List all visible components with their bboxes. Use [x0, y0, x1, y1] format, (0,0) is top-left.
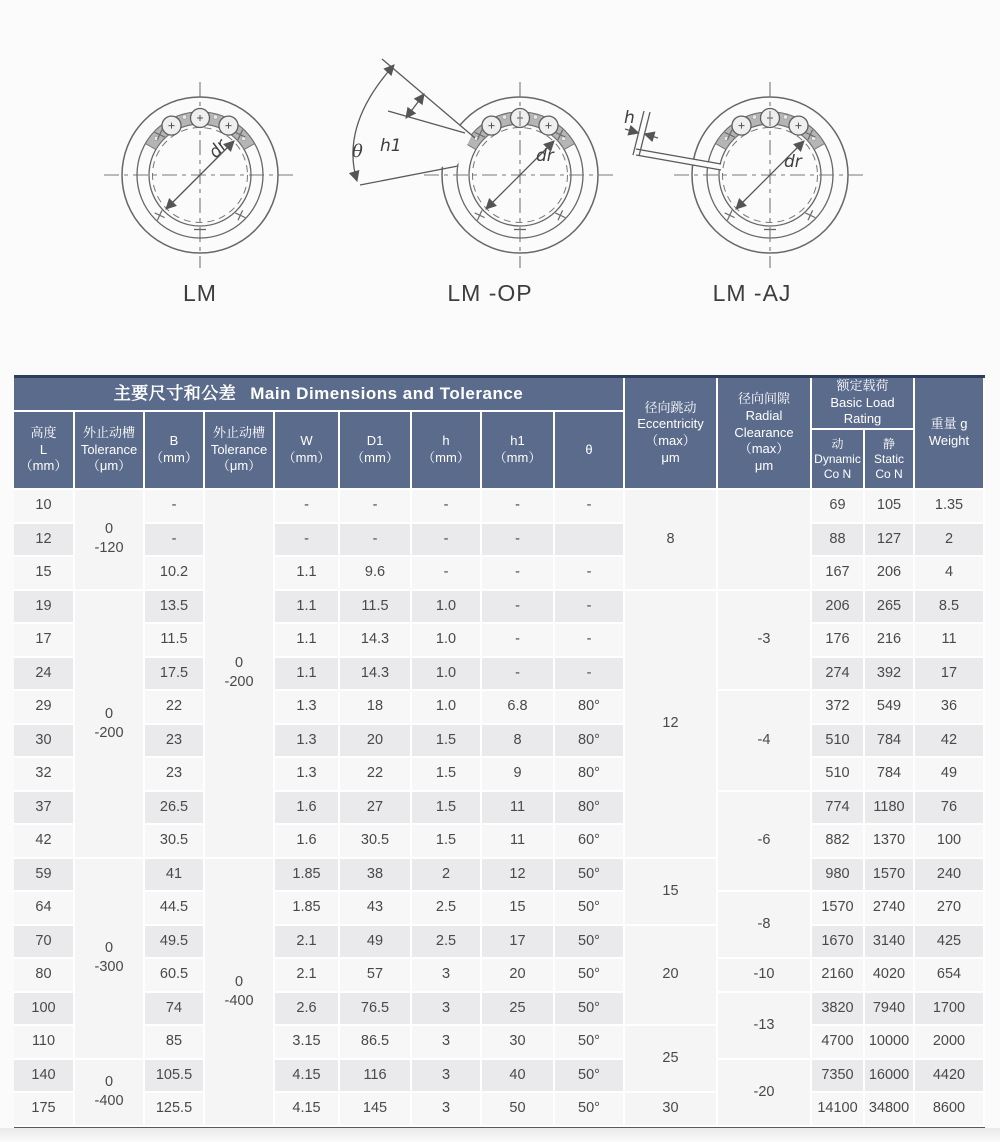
cell-B-row9: 23: [145, 758, 205, 792]
cell-dyn-row15: 2160: [812, 959, 865, 993]
cell-dyn-row6: 274: [812, 658, 865, 692]
cell-D1-row9: 22: [340, 758, 412, 792]
col-header-tolL: 外止动槽 Tolerance （μm）: [75, 412, 145, 490]
cell-dyn-row1: 69: [812, 490, 865, 524]
diagram-label-lm-aj: LM -AJ: [712, 280, 792, 306]
cell-stat-row15: 4020: [865, 959, 915, 993]
bearing-diagram-lm-aj-svg: [620, 45, 920, 305]
cell-stat-row4: 265: [865, 591, 915, 625]
merge-ecc-5: 30: [625, 1093, 718, 1127]
cell-stat-row8: 784: [865, 725, 915, 759]
cell-h-row5: 1.0: [412, 624, 482, 658]
cell-theta-row16: 50°: [555, 993, 625, 1027]
cell-D1-row16: 76.5: [340, 993, 412, 1027]
diagram-lm-aj: [620, 45, 920, 310]
cell-L-row5: 17: [14, 624, 75, 658]
cell-h1-row7: 6.8: [482, 691, 555, 725]
cell-h-row1: -: [412, 490, 482, 524]
cell-theta-row7: 80°: [555, 691, 625, 725]
cell-B-row7: 22: [145, 691, 205, 725]
merge-tolL-0: 0 -120: [75, 490, 145, 591]
diagram-label-lm: LM: [183, 280, 217, 306]
cell-D1-row15: 57: [340, 959, 412, 993]
cell-h1-row4: -: [482, 591, 555, 625]
table-title: 主要尺寸和公差 Main Dimensions and Tolerance: [14, 378, 625, 412]
cell-W-row9: 1.3: [275, 758, 340, 792]
spec-table: [14, 375, 985, 1129]
cell-dyn-row2: 88: [812, 524, 865, 558]
cell-D1-row18: 116: [340, 1060, 412, 1094]
cell-L-row4: 19: [14, 591, 75, 625]
cell-L-row13: 64: [14, 892, 75, 926]
cell-W-row5: 1.1: [275, 624, 340, 658]
col-header-weight: 重量 g Weight: [915, 378, 985, 490]
cell-theta-row9: 80°: [555, 758, 625, 792]
cell-h1-row15: 20: [482, 959, 555, 993]
cell-W-row19: 4.15: [275, 1093, 340, 1127]
cell-B-row13: 44.5: [145, 892, 205, 926]
cell-B-row17: 85: [145, 1026, 205, 1060]
cell-h-row12: 2: [412, 859, 482, 893]
cell-stat-row6: 392: [865, 658, 915, 692]
col-header-dynamic: 动 Dynamic Co N: [812, 430, 865, 490]
cell-wt-row9: 49: [915, 758, 985, 792]
cell-B-row1: -: [145, 490, 205, 524]
cell-theta-row11: 60°: [555, 825, 625, 859]
cell-h-row19: 3: [412, 1093, 482, 1127]
cell-theta-row19: 50°: [555, 1093, 625, 1127]
merge-radcl-6: -13: [718, 993, 812, 1060]
cell-stat-row2: 127: [865, 524, 915, 558]
merge-radcl-4: -8: [718, 892, 812, 959]
dr-label-lm-aj: dr: [784, 152, 802, 172]
cell-wt-row12: 240: [915, 859, 985, 893]
cell-wt-row6: 17: [915, 658, 985, 692]
col-header-B: B （mm）: [145, 412, 205, 490]
cell-L-row16: 100: [14, 993, 75, 1027]
cell-L-row9: 32: [14, 758, 75, 792]
merge-radcl-1: -3: [718, 591, 812, 692]
dr-label-lm-op: dr: [536, 146, 554, 166]
cell-stat-row10: 1180: [865, 792, 915, 826]
col-header-theta: θ: [555, 412, 625, 490]
bearing-diagram-lm-svg: [40, 50, 360, 300]
dr-label-lm: dr: [204, 135, 232, 163]
cell-wt-row2: 2: [915, 524, 985, 558]
cell-B-row8: 23: [145, 725, 205, 759]
cell-wt-row19: 8600: [915, 1093, 985, 1127]
cell-dyn-row4: 206: [812, 591, 865, 625]
cell-W-row16: 2.6: [275, 993, 340, 1027]
cell-h-row9: 1.5: [412, 758, 482, 792]
cell-D1-row1: -: [340, 490, 412, 524]
cell-dyn-row14: 1670: [812, 926, 865, 960]
cell-dyn-row13: 1570: [812, 892, 865, 926]
cell-stat-row19: 34800: [865, 1093, 915, 1127]
cell-L-row6: 24: [14, 658, 75, 692]
cell-h1-row17: 30: [482, 1026, 555, 1060]
cell-wt-row13: 270: [915, 892, 985, 926]
cell-dyn-row8: 510: [812, 725, 865, 759]
cell-dyn-row16: 3820: [812, 993, 865, 1027]
cell-h1-row12: 12: [482, 859, 555, 893]
cell-D1-row10: 27: [340, 792, 412, 826]
cell-theta-row8: 80°: [555, 725, 625, 759]
bottom-strip: [0, 1128, 1000, 1142]
cell-h1-row3: -: [482, 557, 555, 591]
cell-wt-row3: 4: [915, 557, 985, 591]
col-header-h1: h1 （mm）: [482, 412, 555, 490]
cell-wt-row5: 11: [915, 624, 985, 658]
cell-W-row2: -: [275, 524, 340, 558]
cell-stat-row13: 2740: [865, 892, 915, 926]
cell-wt-row11: 100: [915, 825, 985, 859]
bearing-diagram-lm-op-svg: [325, 40, 655, 310]
col-header-eccentricity: 径向跳动 Eccentricity （max） μm: [625, 378, 718, 490]
cell-B-row2: -: [145, 524, 205, 558]
cell-stat-row1: 105: [865, 490, 915, 524]
cell-h-row8: 1.5: [412, 725, 482, 759]
cell-L-row11: 42: [14, 825, 75, 859]
cell-D1-row5: 14.3: [340, 624, 412, 658]
cell-h1-row13: 15: [482, 892, 555, 926]
cell-dyn-row10: 774: [812, 792, 865, 826]
cell-h1-row14: 17: [482, 926, 555, 960]
cell-L-row10: 37: [14, 792, 75, 826]
diagram-lm-op: [325, 40, 655, 315]
cell-stat-row3: 206: [865, 557, 915, 591]
cell-h1-row16: 25: [482, 993, 555, 1027]
cell-wt-row16: 1700: [915, 993, 985, 1027]
cell-W-row11: 1.6: [275, 825, 340, 859]
cell-W-row8: 1.3: [275, 725, 340, 759]
cell-D1-row13: 43: [340, 892, 412, 926]
cell-D1-row11: 30.5: [340, 825, 412, 859]
cell-stat-row16: 7940: [865, 993, 915, 1027]
merge-tolL-3: 0 -400: [75, 1060, 145, 1127]
cell-h-row11: 1.5: [412, 825, 482, 859]
merge-radcl-2: -4: [718, 691, 812, 792]
cell-h1-row5: -: [482, 624, 555, 658]
merge-tolL-2: 0 -300: [75, 859, 145, 1060]
cell-h1-row18: 40: [482, 1060, 555, 1094]
cell-L-row19: 175: [14, 1093, 75, 1127]
cell-L-row12: 59: [14, 859, 75, 893]
col-header-D1: D1 （mm）: [340, 412, 412, 490]
diagram-lm: [40, 50, 360, 305]
cell-theta-row1: -: [555, 490, 625, 524]
cell-wt-row15: 654: [915, 959, 985, 993]
cell-theta-row5: -: [555, 624, 625, 658]
cell-dyn-row5: 176: [812, 624, 865, 658]
col-header-L: 高度 L （mm）: [14, 412, 75, 490]
col-header-h: h （mm）: [412, 412, 482, 490]
cell-stat-row14: 3140: [865, 926, 915, 960]
merge-ecc-3: 20: [625, 926, 718, 1027]
col-header-static: 静 Static Co N: [865, 430, 915, 490]
cell-D1-row19: 145: [340, 1093, 412, 1127]
cell-stat-row18: 16000: [865, 1060, 915, 1094]
cell-wt-row7: 36: [915, 691, 985, 725]
merge-radcl-5: -10: [718, 959, 812, 993]
cell-L-row18: 140: [14, 1060, 75, 1094]
cell-wt-row18: 4420: [915, 1060, 985, 1094]
cell-stat-row9: 784: [865, 758, 915, 792]
cell-D1-row8: 20: [340, 725, 412, 759]
cell-W-row17: 3.15: [275, 1026, 340, 1060]
cell-wt-row10: 76: [915, 792, 985, 826]
cell-B-row10: 26.5: [145, 792, 205, 826]
cell-L-row17: 110: [14, 1026, 75, 1060]
cell-theta-row6: -: [555, 658, 625, 692]
cell-W-row13: 1.85: [275, 892, 340, 926]
cell-stat-row17: 10000: [865, 1026, 915, 1060]
cell-B-row16: 74: [145, 993, 205, 1027]
cell-h1-row11: 11: [482, 825, 555, 859]
cell-dyn-row11: 882: [812, 825, 865, 859]
cell-D1-row2: -: [340, 524, 412, 558]
merge-ecc-0: 8: [625, 490, 718, 591]
cell-dyn-row9: 510: [812, 758, 865, 792]
cell-h-row7: 1.0: [412, 691, 482, 725]
cell-L-row2: 12: [14, 524, 75, 558]
cell-L-row8: 30: [14, 725, 75, 759]
cell-dyn-row18: 7350: [812, 1060, 865, 1094]
cell-h-row4: 1.0: [412, 591, 482, 625]
cell-h1-row6: -: [482, 658, 555, 692]
cell-h1-row9: 9: [482, 758, 555, 792]
cell-stat-row11: 1370: [865, 825, 915, 859]
cell-theta-row12: 50°: [555, 859, 625, 893]
cell-D1-row7: 18: [340, 691, 412, 725]
cell-W-row15: 2.1: [275, 959, 340, 993]
cell-W-row1: -: [275, 490, 340, 524]
cell-L-row14: 70: [14, 926, 75, 960]
merge-ecc-1: 12: [625, 591, 718, 859]
merge-ecc-4: 25: [625, 1026, 718, 1093]
cell-B-row19: 125.5: [145, 1093, 205, 1127]
cell-stat-row7: 549: [865, 691, 915, 725]
cell-theta-row13: 50°: [555, 892, 625, 926]
cell-theta-row3: -: [555, 557, 625, 591]
col-header-basic-load-rating: 额定载荷 Basic Load Rating: [812, 378, 915, 430]
cell-stat-row12: 1570: [865, 859, 915, 893]
cell-theta-row18: 50°: [555, 1060, 625, 1094]
cell-D1-row14: 49: [340, 926, 412, 960]
cell-D1-row3: 9.6: [340, 557, 412, 591]
col-header-W: W （mm）: [275, 412, 340, 490]
cell-h1-row2: -: [482, 524, 555, 558]
cell-B-row4: 13.5: [145, 591, 205, 625]
cell-W-row18: 4.15: [275, 1060, 340, 1094]
cell-h-row13: 2.5: [412, 892, 482, 926]
cell-dyn-row19: 14100: [812, 1093, 865, 1127]
cell-h-row14: 2.5: [412, 926, 482, 960]
cell-B-row14: 49.5: [145, 926, 205, 960]
cell-dyn-row7: 372: [812, 691, 865, 725]
cell-h-row10: 1.5: [412, 792, 482, 826]
cell-B-row5: 11.5: [145, 624, 205, 658]
cell-theta-row15: 50°: [555, 959, 625, 993]
cell-D1-row4: 11.5: [340, 591, 412, 625]
cell-h-row16: 3: [412, 993, 482, 1027]
cell-wt-row4: 8.5: [915, 591, 985, 625]
cell-h1-row10: 11: [482, 792, 555, 826]
cell-theta-row10: 80°: [555, 792, 625, 826]
cell-B-row11: 30.5: [145, 825, 205, 859]
cell-W-row12: 1.85: [275, 859, 340, 893]
cell-theta-row2: [555, 524, 625, 558]
merge-ecc-2: 15: [625, 859, 718, 926]
cell-h-row6: 1.0: [412, 658, 482, 692]
theta-label: θ: [352, 141, 363, 162]
cell-dyn-row12: 980: [812, 859, 865, 893]
cell-B-row12: 41: [145, 859, 205, 893]
cell-L-row1: 10: [14, 490, 75, 524]
merge-tolB-0: 0 -200: [205, 490, 275, 859]
cell-B-row18: 105.5: [145, 1060, 205, 1094]
cell-dyn-row3: 167: [812, 557, 865, 591]
cell-theta-row17: 50°: [555, 1026, 625, 1060]
cell-h-row15: 3: [412, 959, 482, 993]
cell-theta-row14: 50°: [555, 926, 625, 960]
diagram-label-lm-op: LM -OP: [447, 280, 533, 306]
cell-h1-row8: 8: [482, 725, 555, 759]
cell-h1-row19: 50: [482, 1093, 555, 1127]
h1-label: h1: [380, 136, 402, 156]
cell-D1-row6: 14.3: [340, 658, 412, 692]
cell-D1-row12: 38: [340, 859, 412, 893]
merge-tolB-1: 0 -400: [205, 859, 275, 1127]
cell-theta-row4: -: [555, 591, 625, 625]
cell-W-row10: 1.6: [275, 792, 340, 826]
cell-wt-row17: 2000: [915, 1026, 985, 1060]
cell-L-row15: 80: [14, 959, 75, 993]
cell-B-row15: 60.5: [145, 959, 205, 993]
cell-stat-row5: 216: [865, 624, 915, 658]
cell-W-row6: 1.1: [275, 658, 340, 692]
merge-radcl-3: -6: [718, 792, 812, 893]
cell-W-row3: 1.1: [275, 557, 340, 591]
cell-L-row3: 15: [14, 557, 75, 591]
cell-h-row2: -: [412, 524, 482, 558]
cell-L-row7: 29: [14, 691, 75, 725]
merge-tolL-1: 0 -200: [75, 591, 145, 859]
cell-W-row7: 1.3: [275, 691, 340, 725]
cell-dyn-row17: 4700: [812, 1026, 865, 1060]
cell-D1-row17: 86.5: [340, 1026, 412, 1060]
h-label: h: [624, 108, 635, 128]
cell-wt-row8: 42: [915, 725, 985, 759]
cell-W-row14: 2.1: [275, 926, 340, 960]
merge-radcl-7: -20: [718, 1060, 812, 1127]
cell-h-row3: -: [412, 557, 482, 591]
cell-W-row4: 1.1: [275, 591, 340, 625]
cell-h-row17: 3: [412, 1026, 482, 1060]
cell-h-row18: 3: [412, 1060, 482, 1094]
cell-B-row6: 17.5: [145, 658, 205, 692]
cell-wt-row1: 1.35: [915, 490, 985, 524]
cell-wt-row14: 425: [915, 926, 985, 960]
col-header-radial-clearance: 径向间隙 Radial Clearance （max） μm: [718, 378, 812, 490]
cell-B-row3: 10.2: [145, 557, 205, 591]
cell-h1-row1: -: [482, 490, 555, 524]
col-header-tolB: 外止动槽 Tolerance （μm）: [205, 412, 275, 490]
merge-radcl-0: [718, 490, 812, 591]
